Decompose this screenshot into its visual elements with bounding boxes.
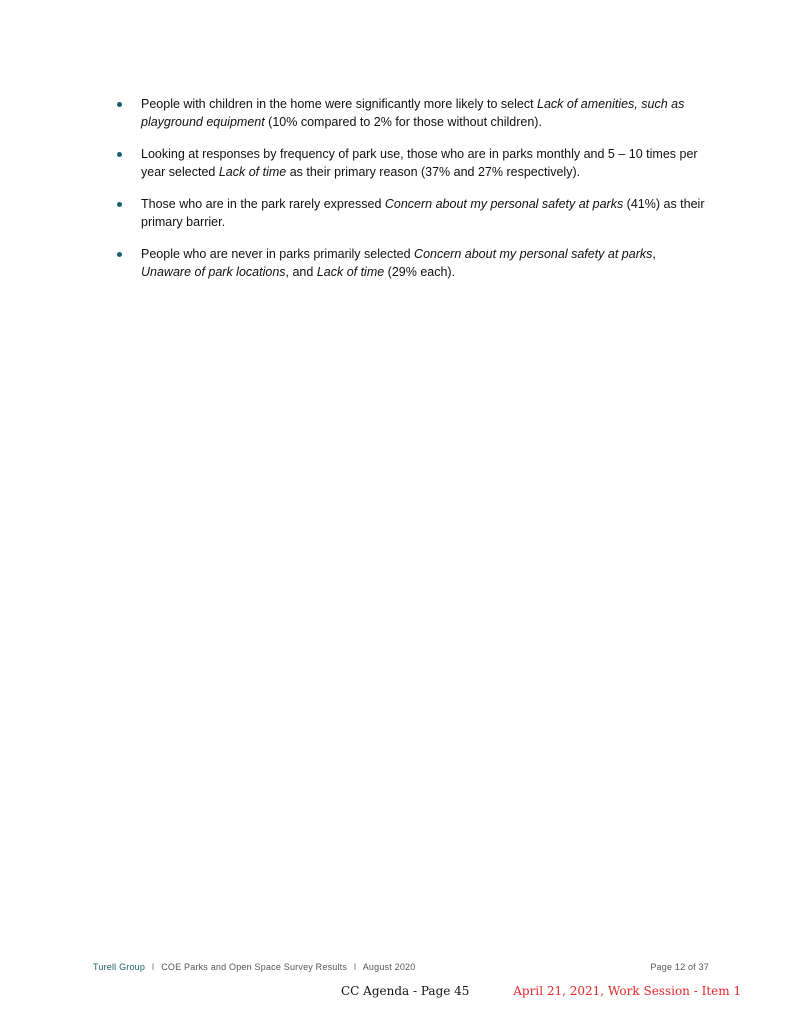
- bullet-dot-icon: [117, 102, 122, 107]
- footer-separator: I: [353, 962, 357, 972]
- footer-separator: I: [151, 962, 155, 972]
- bullet-text: Looking at responses by frequency of park use, those who are in parks monthly and 5 – 10 times per year selected: [141, 147, 698, 179]
- bullet-text: , and: [285, 265, 317, 279]
- bullet-text: (41%) as their primary barrier.: [141, 197, 705, 229]
- bullet-item: [117, 95, 707, 131]
- footer-date: August 2020: [362, 962, 416, 972]
- bullet-text-italic: Concern about my personal safety at parks: [384, 197, 624, 211]
- bullet-dot-icon: [117, 152, 122, 157]
- bullet-text: People with children in the home were significantly more likely to select: [141, 97, 538, 111]
- agenda-session-label: April 21, 2021, Work Session - Item 1: [513, 984, 742, 998]
- bullet-dot-icon: [117, 252, 122, 257]
- agenda-page-label: CC Agenda - Page 45: [341, 984, 470, 998]
- footer-report-title: COE Parks and Open Space Survey Results: [161, 962, 348, 972]
- bullet-text: ,: [652, 247, 656, 261]
- page-footer: [93, 962, 709, 972]
- bullet-text: (29% each).: [384, 265, 456, 279]
- bullet-text-italic: Lack of time: [316, 265, 385, 279]
- bullet-text: Those who are in the park rarely expressed: [141, 197, 385, 211]
- bullet-text: as their primary reason (37% and 27% respectively).: [286, 165, 581, 179]
- bullet-item: [117, 245, 707, 281]
- footer-org: Turell Group: [93, 962, 146, 972]
- agenda-stamp: [341, 984, 741, 998]
- bullet-item: [117, 145, 707, 181]
- bullet-item: [117, 195, 707, 231]
- bullet-text-italic: Unaware of park locations: [141, 265, 286, 279]
- bullet-text: People who are never in parks primarily selected: [141, 247, 415, 261]
- bullet-text: (10% compared to 2% for those without children).: [264, 115, 542, 129]
- bullet-text-italic: Lack of amenities, such as playground equipment: [141, 97, 685, 129]
- bullet-text-italic: Concern about my personal safety at parks: [414, 247, 653, 261]
- bullet-list: [117, 95, 707, 295]
- bullet-text-italic: Lack of time: [218, 165, 287, 179]
- bullet-dot-icon: [117, 202, 122, 207]
- footer-page-number: Page 12 of 37: [650, 962, 709, 972]
